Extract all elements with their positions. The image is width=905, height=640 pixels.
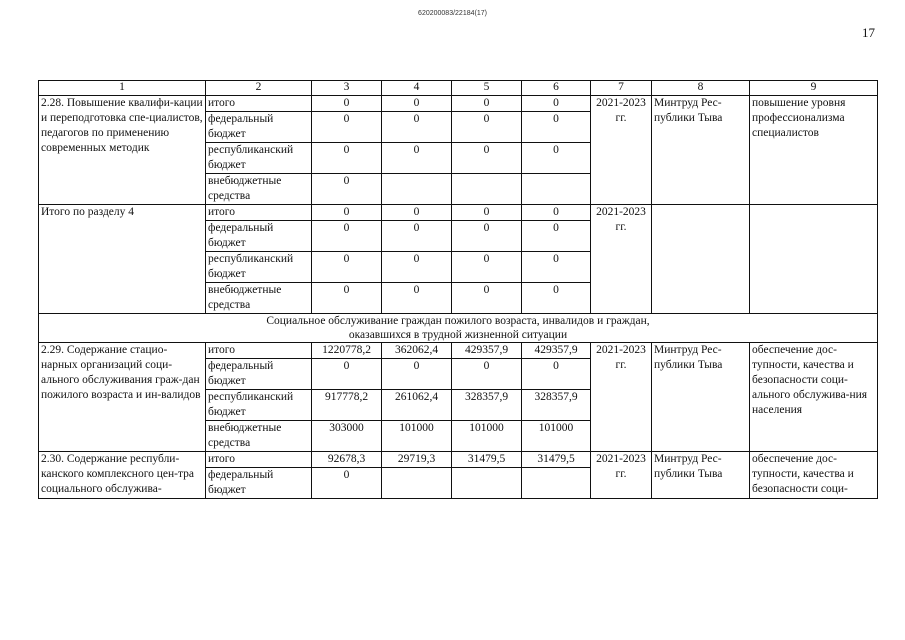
value-cell: 0 xyxy=(382,96,452,112)
value-cell xyxy=(452,468,522,499)
header-cell: 2 xyxy=(206,81,312,96)
value-cell: 0 xyxy=(312,252,382,283)
header-cell: 1 xyxy=(39,81,206,96)
funding-source: итого xyxy=(206,96,312,112)
result-cell: обеспечение дос-тупности, качества и безопасности соци-ального обслужива-ния населения xyxy=(750,343,878,452)
value-cell: 101000 xyxy=(522,421,591,452)
result-cell: обеспечение дос-тупности, качества и безопасности соци- xyxy=(750,452,878,499)
value-cell: 0 xyxy=(522,96,591,112)
value-cell: 362062,4 xyxy=(382,343,452,359)
value-cell xyxy=(452,174,522,205)
item-title: 2.28. Повышение квалифи-кации и переподготовка спе-циалистов, педагогов по применению современных методик xyxy=(39,96,206,205)
header-cell: 6 xyxy=(522,81,591,96)
table-row xyxy=(39,205,878,221)
value-cell: 303000 xyxy=(312,421,382,452)
header-cell: 3 xyxy=(312,81,382,96)
program-table xyxy=(38,80,878,499)
value-cell: 917778,2 xyxy=(312,390,382,421)
header-row xyxy=(39,81,878,96)
value-cell xyxy=(382,468,452,499)
value-cell: 31479,5 xyxy=(452,452,522,468)
section-title-line1: Социальное обслуживание граждан пожилого возраста, инвалидов и граждан, xyxy=(266,315,650,327)
period-cell: 2021-2023 гг. xyxy=(591,96,652,205)
value-cell: 429357,9 xyxy=(452,343,522,359)
funding-source: федеральный бюджет xyxy=(206,112,312,143)
value-cell: 0 xyxy=(522,205,591,221)
value-cell: 429357,9 xyxy=(522,343,591,359)
value-cell: 261062,4 xyxy=(382,390,452,421)
value-cell: 31479,5 xyxy=(522,452,591,468)
table-row xyxy=(39,96,878,112)
value-cell: 0 xyxy=(522,359,591,390)
value-cell: 29719,3 xyxy=(382,452,452,468)
funding-source: республиканский бюджет xyxy=(206,252,312,283)
value-cell: 101000 xyxy=(382,421,452,452)
value-cell: 0 xyxy=(312,112,382,143)
executor-cell: Минтруд Рес-публики Тыва xyxy=(652,96,750,205)
section-title-line2: оказавшихся в трудной жизненной ситуации xyxy=(348,329,568,341)
value-cell: 0 xyxy=(312,96,382,112)
value-cell: 101000 xyxy=(452,421,522,452)
value-cell: 0 xyxy=(522,221,591,252)
value-cell: 0 xyxy=(452,283,522,314)
value-cell: 0 xyxy=(382,252,452,283)
value-cell: 0 xyxy=(522,252,591,283)
value-cell: 0 xyxy=(382,143,452,174)
funding-source: итого xyxy=(206,343,312,359)
header-cell: 4 xyxy=(382,81,452,96)
executor-cell: Минтруд Рес-публики Тыва xyxy=(652,343,750,452)
value-cell: 92678,3 xyxy=(312,452,382,468)
section-title xyxy=(39,314,878,343)
value-cell: 0 xyxy=(452,205,522,221)
value-cell xyxy=(382,174,452,205)
period-cell: 2021-2023 гг. xyxy=(591,205,652,314)
value-cell: 0 xyxy=(522,112,591,143)
value-cell: 0 xyxy=(452,252,522,283)
value-cell: 0 xyxy=(522,143,591,174)
funding-source: итого xyxy=(206,452,312,468)
value-cell: 0 xyxy=(312,359,382,390)
table-row xyxy=(39,452,878,468)
funding-source: федеральный бюджет xyxy=(206,468,312,499)
value-cell: 0 xyxy=(452,112,522,143)
item-title: 2.30. Содержание республи-канского комплексного цен-тра социального обслужива- xyxy=(39,452,206,499)
table-row xyxy=(39,343,878,359)
value-cell: 1220778,2 xyxy=(312,343,382,359)
section-row xyxy=(39,314,878,343)
value-cell: 0 xyxy=(312,221,382,252)
header-cell: 8 xyxy=(652,81,750,96)
funding-source: внебюджетные средства xyxy=(206,174,312,205)
value-cell: 328357,9 xyxy=(452,390,522,421)
page-number: 17 xyxy=(862,25,875,40)
result-cell xyxy=(750,205,878,314)
funding-source: внебюджетные средства xyxy=(206,283,312,314)
executor-cell xyxy=(652,205,750,314)
header-cell: 5 xyxy=(452,81,522,96)
period-cell: 2021-2023 гг. xyxy=(591,452,652,499)
value-cell: 0 xyxy=(312,468,382,499)
funding-source: внебюджетные средства xyxy=(206,421,312,452)
value-cell: 0 xyxy=(452,359,522,390)
value-cell xyxy=(522,468,591,499)
period-cell: 2021-2023 гг. xyxy=(591,343,652,452)
funding-source: республиканский бюджет xyxy=(206,390,312,421)
value-cell: 0 xyxy=(312,174,382,205)
item-title: Итого по разделу 4 xyxy=(39,205,206,314)
value-cell: 0 xyxy=(522,283,591,314)
value-cell: 328357,9 xyxy=(522,390,591,421)
funding-source: федеральный бюджет xyxy=(206,359,312,390)
value-cell: 0 xyxy=(382,221,452,252)
value-cell: 0 xyxy=(312,205,382,221)
header-cell: 9 xyxy=(750,81,878,96)
funding-source: федеральный бюджет xyxy=(206,221,312,252)
result-cell: повышение уровня профессионализма специалистов xyxy=(750,96,878,205)
item-title: 2.29. Содержание стацио-нарных организаций соци-ального обслуживания граж-дан пожилого возраста и ин-валидов xyxy=(39,343,206,452)
header-cell: 7 xyxy=(591,81,652,96)
value-cell: 0 xyxy=(382,359,452,390)
document-id: 620200083/22184(17) xyxy=(418,10,487,17)
value-cell: 0 xyxy=(452,96,522,112)
value-cell: 0 xyxy=(382,283,452,314)
funding-source: республиканский бюджет xyxy=(206,143,312,174)
value-cell: 0 xyxy=(382,205,452,221)
value-cell xyxy=(522,174,591,205)
funding-source: итого xyxy=(206,205,312,221)
value-cell: 0 xyxy=(382,112,452,143)
value-cell: 0 xyxy=(312,283,382,314)
value-cell: 0 xyxy=(452,143,522,174)
executor-cell: Минтруд Рес-публики Тыва xyxy=(652,452,750,499)
value-cell: 0 xyxy=(312,143,382,174)
value-cell: 0 xyxy=(452,221,522,252)
